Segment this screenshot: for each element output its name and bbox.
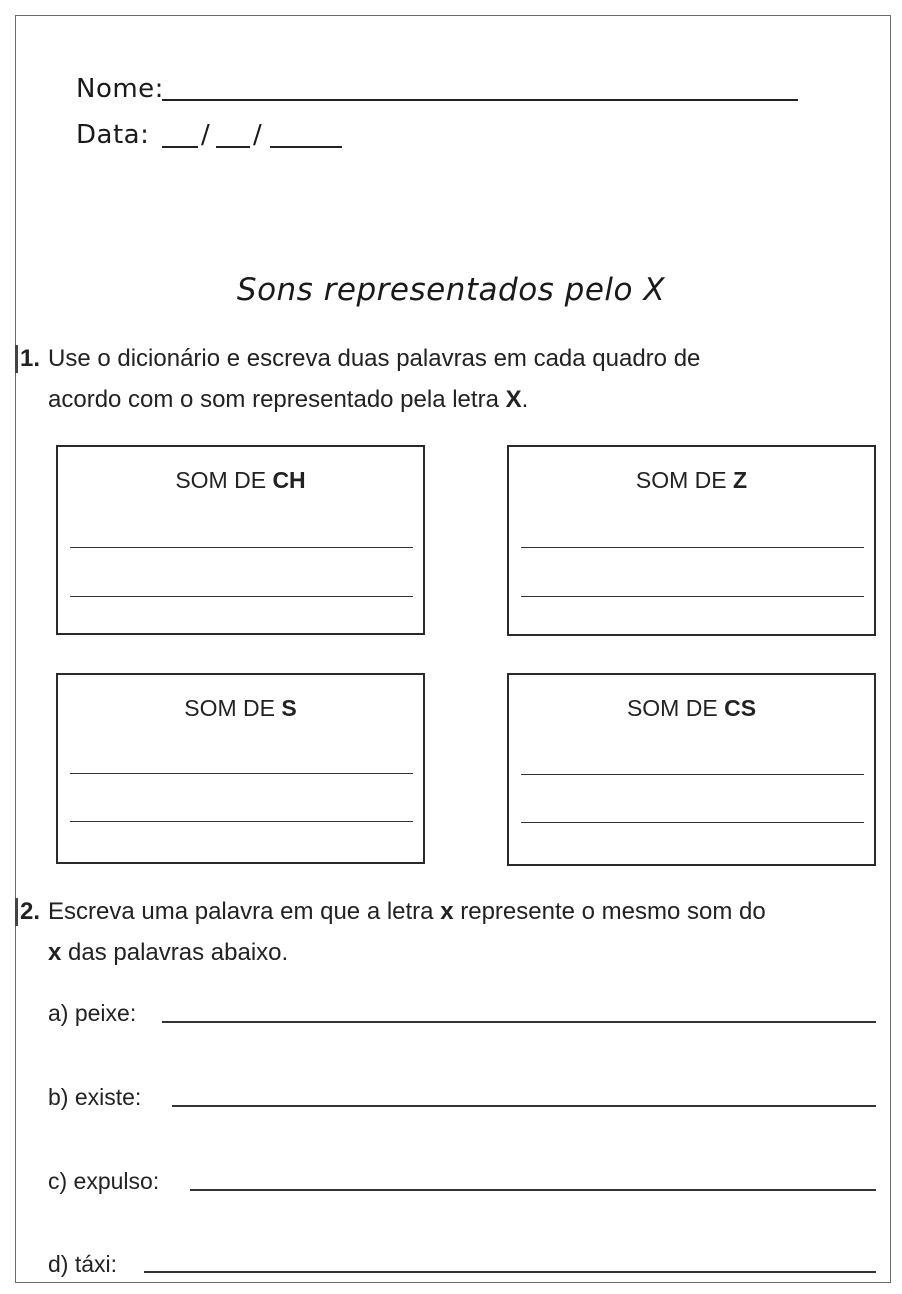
question-marker <box>15 345 18 373</box>
bold-letter: x <box>440 898 454 925</box>
answer-line-d[interactable] <box>144 1271 876 1273</box>
page-frame <box>15 15 891 1283</box>
answer-label-c: c) expulso: <box>48 1168 160 1194</box>
question-line <box>48 932 878 973</box>
box-title-letters: S <box>281 695 297 721</box>
box-title-letters: CS <box>724 695 757 721</box>
answer-label-b: b) existe: <box>48 1084 142 1110</box>
text-fragment: . <box>521 386 529 414</box>
date-separator: / <box>201 120 211 150</box>
question-number: 2. <box>20 898 41 925</box>
answer-line[interactable] <box>521 547 864 548</box>
answer-line[interactable] <box>70 547 413 548</box>
bold-letter: X <box>505 386 522 414</box>
answer-line-c[interactable] <box>190 1189 876 1191</box>
date-month-field[interactable] <box>216 146 250 148</box>
answer-label-d: d) táxi: <box>48 1251 118 1277</box>
question-line <box>48 379 878 420</box>
text-fragment: acordo com o som representado pela letra <box>48 386 506 414</box>
answer-line[interactable] <box>70 596 413 597</box>
date-separator: / <box>253 120 263 150</box>
answer-line[interactable] <box>521 822 864 823</box>
box-title <box>58 695 423 722</box>
sound-box-z <box>507 445 876 636</box>
box-title-prefix: SOM DE <box>184 695 282 721</box>
box-title <box>509 695 874 722</box>
answer-label-a: a) peixe: <box>48 1000 137 1026</box>
question-line <box>48 891 878 932</box>
sound-box-ch <box>56 445 425 635</box>
box-title <box>58 467 423 494</box>
box-title-prefix: SOM DE <box>175 467 273 493</box>
question-text <box>48 338 878 421</box>
answer-line[interactable] <box>521 596 864 597</box>
bold-letter: x <box>48 939 62 967</box>
answer-line-a[interactable] <box>162 1021 876 1023</box>
answer-line[interactable] <box>70 821 413 822</box>
sound-box-s <box>56 673 425 864</box>
question-number: 1. <box>20 345 41 372</box>
box-title-letters: Z <box>733 467 748 493</box>
name-label: Nome: <box>76 74 164 104</box>
text-fragment: represente o mesmo som do <box>453 898 766 925</box>
text-fragment: das palavras abaixo. <box>61 939 289 967</box>
question-marker <box>15 898 18 926</box>
worksheet-title: Sons representados pelo X <box>236 272 666 308</box>
date-year-field[interactable] <box>270 146 342 148</box>
answer-line[interactable] <box>521 774 864 775</box>
box-title <box>509 467 874 494</box>
text-fragment: Escreva uma palavra em que a letra <box>48 898 441 925</box>
question-line: Use o dicionário e escreva duas palavras em cada quadro de <box>48 345 701 372</box>
answer-line[interactable] <box>70 773 413 774</box>
box-title-letters: CH <box>272 467 306 493</box>
question-text <box>48 891 878 974</box>
answer-line-b[interactable] <box>172 1105 876 1107</box>
date-label: Data: <box>76 120 150 150</box>
box-title-prefix: SOM DE <box>635 467 734 493</box>
date-day-field[interactable] <box>162 146 198 148</box>
sound-box-cs <box>507 673 876 866</box>
name-field[interactable] <box>162 99 798 101</box>
box-title-prefix: SOM DE <box>626 695 725 721</box>
